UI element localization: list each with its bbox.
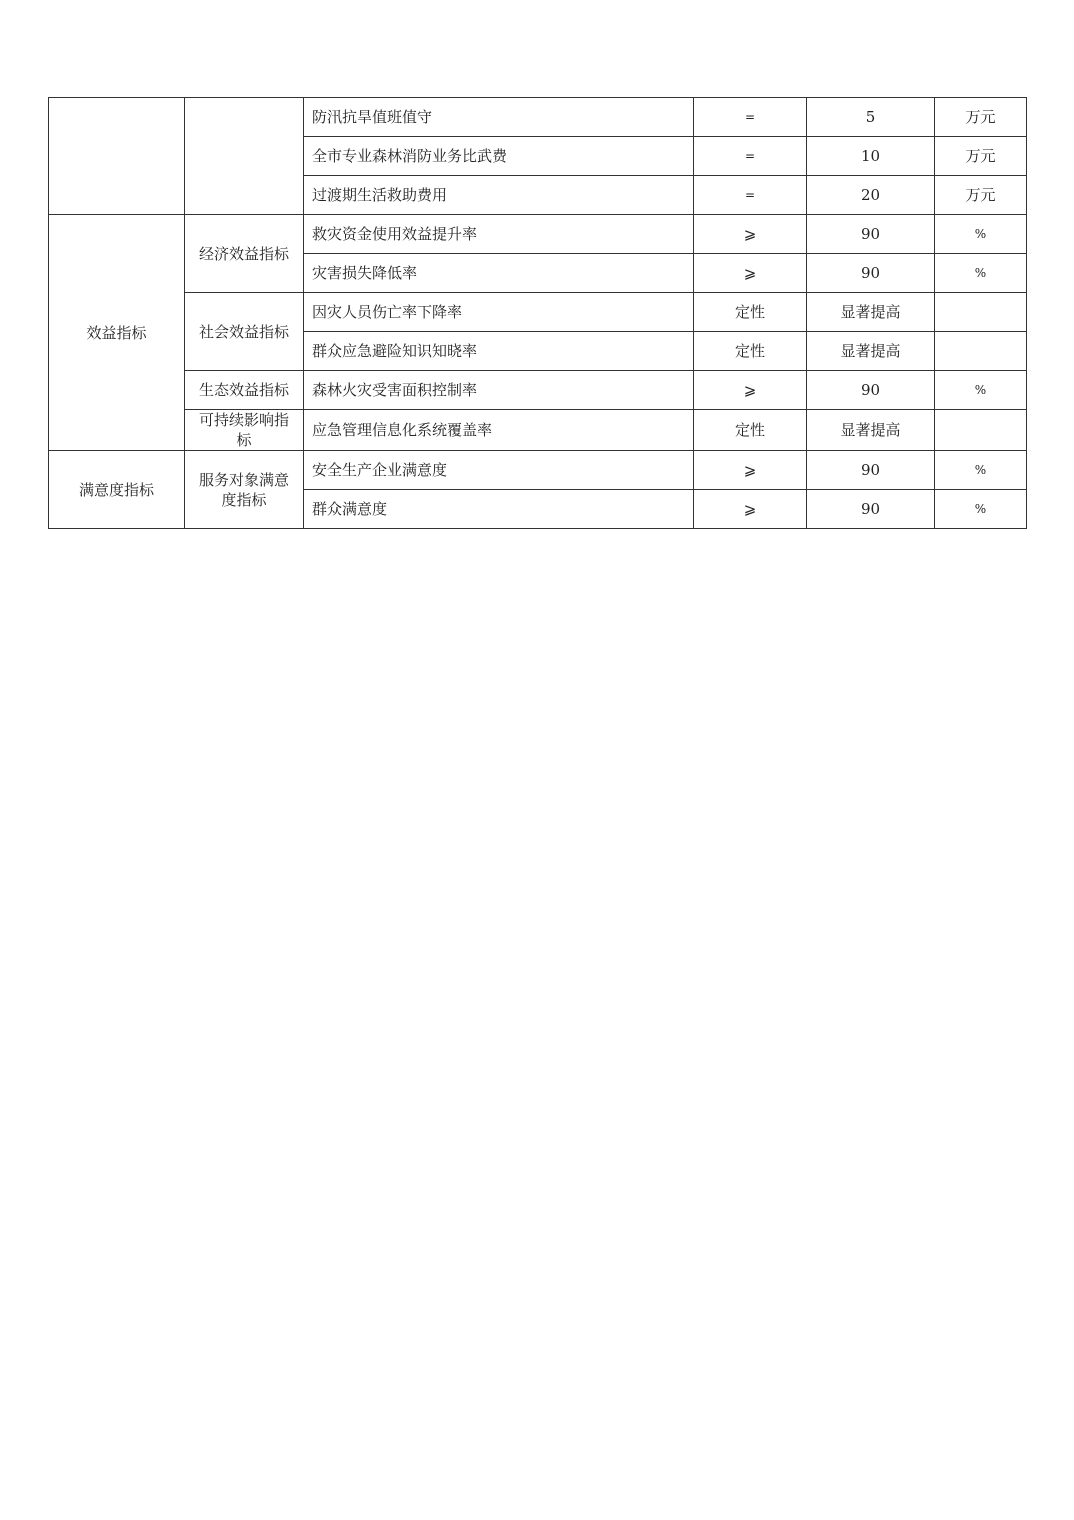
indicator-name-cell: 全市专业森林消防业务比武费 (304, 137, 694, 176)
target-value-cell: 90 (807, 215, 935, 254)
indicator-name-cell: 过渡期生活救助费用 (304, 176, 694, 215)
operator-cell: = (694, 176, 807, 215)
level2-indicator-cell: 生态效益指标 (185, 371, 304, 410)
target-value-cell: 20 (807, 176, 935, 215)
performance-indicator-table (48, 97, 1027, 529)
operator-cell: ⩾ (694, 490, 807, 529)
table-row (49, 451, 1027, 490)
unit-cell: % (935, 371, 1027, 410)
operator-cell: = (694, 137, 807, 176)
target-value-cell: 显著提高 (807, 332, 935, 371)
table-row (49, 410, 1027, 451)
level2-indicator-cell: 社会效益指标 (185, 293, 304, 371)
operator-cell: ⩾ (694, 371, 807, 410)
unit-cell: 万元 (935, 98, 1027, 137)
indicator-name-cell: 群众满意度 (304, 490, 694, 529)
target-value-cell: 90 (807, 490, 935, 529)
table-row (49, 293, 1027, 332)
level2-indicator-cell: 可持续影响指标 (185, 410, 304, 451)
target-value-cell: 90 (807, 371, 935, 410)
operator-cell: 定性 (694, 293, 807, 332)
operator-cell: 定性 (694, 332, 807, 371)
indicator-name-cell: 群众应急避险知识知晓率 (304, 332, 694, 371)
target-value-cell: 显著提高 (807, 293, 935, 332)
unit-cell: % (935, 490, 1027, 529)
target-value-cell: 10 (807, 137, 935, 176)
unit-cell (935, 332, 1027, 371)
table-row (49, 371, 1027, 410)
indicator-name-cell: 灾害损失降低率 (304, 254, 694, 293)
operator-cell: ⩾ (694, 254, 807, 293)
operator-cell: ⩾ (694, 451, 807, 490)
unit-cell: 万元 (935, 137, 1027, 176)
indicator-name-cell: 救灾资金使用效益提升率 (304, 215, 694, 254)
table-row (49, 215, 1027, 254)
level1-indicator-cell: 效益指标 (49, 215, 185, 451)
indicator-name-cell: 应急管理信息化系统覆盖率 (304, 410, 694, 451)
level2-indicator-cell: 服务对象满意度指标 (185, 451, 304, 529)
unit-cell: % (935, 451, 1027, 490)
unit-cell: 万元 (935, 176, 1027, 215)
indicator-name-cell: 安全生产企业满意度 (304, 451, 694, 490)
level1-indicator-cell (49, 98, 185, 215)
unit-cell: % (935, 254, 1027, 293)
operator-cell: 定性 (694, 410, 807, 451)
target-value-cell: 90 (807, 451, 935, 490)
target-value-cell: 显著提高 (807, 410, 935, 451)
unit-cell (935, 293, 1027, 332)
operator-cell: ⩾ (694, 215, 807, 254)
indicator-name-cell: 因灾人员伤亡率下降率 (304, 293, 694, 332)
unit-cell: % (935, 215, 1027, 254)
indicator-name-cell: 防汛抗旱值班值守 (304, 98, 694, 137)
target-value-cell: 90 (807, 254, 935, 293)
level2-indicator-cell: 经济效益指标 (185, 215, 304, 293)
indicator-name-cell: 森林火灾受害面积控制率 (304, 371, 694, 410)
level2-indicator-cell (185, 98, 304, 215)
operator-cell: = (694, 98, 807, 137)
level1-indicator-cell: 满意度指标 (49, 451, 185, 529)
unit-cell (935, 410, 1027, 451)
table-row (49, 98, 1027, 137)
target-value-cell: 5 (807, 98, 935, 137)
